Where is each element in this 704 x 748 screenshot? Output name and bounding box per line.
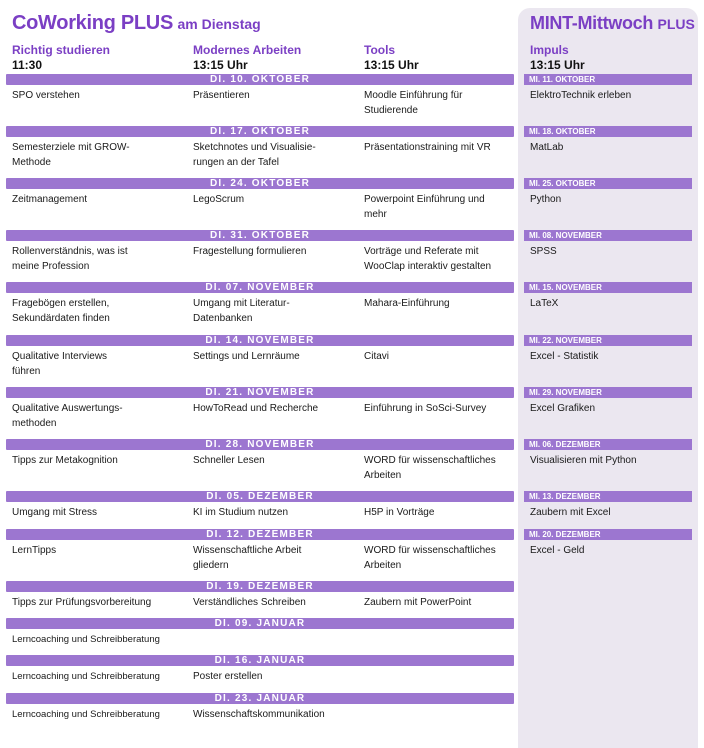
session-richtig-studieren: Tipps zur Metakognition bbox=[12, 455, 118, 466]
session-richtig-studieren: Rollenverständnis, was ist meine Profession bbox=[12, 246, 128, 272]
impuls-topic: Zaubern mit Excel bbox=[530, 507, 611, 518]
session-modernes-arbeiten: Fragestellung formulieren bbox=[193, 246, 307, 257]
date-bar: DI. 21. NOVEMBER bbox=[6, 387, 514, 398]
date-bar: MI. 25. OKTOBER bbox=[524, 178, 692, 189]
date-bar: MI. 08. NOVEMBER bbox=[524, 230, 692, 241]
impuls-topic: Excel - Geld bbox=[530, 545, 585, 556]
session-richtig-studieren: Lerncoaching und Schreibberatung bbox=[12, 709, 160, 720]
column-header-tools bbox=[364, 43, 419, 73]
session-richtig-studieren: Semesterziele mit GROW-Methode bbox=[12, 142, 130, 168]
session-tools: Präsentationstraining mit VR bbox=[364, 142, 491, 153]
session-modernes-arbeiten: KI im Studium nutzen bbox=[193, 507, 289, 518]
session-richtig-studieren: Fragebögen erstellen, Sekundärdaten finden bbox=[12, 298, 110, 324]
session-modernes-arbeiten: Wissenschaftskommunikation bbox=[193, 709, 325, 720]
session-modernes-arbeiten: Poster erstellen bbox=[193, 671, 263, 682]
session-modernes-arbeiten: HowToRead und Recherche bbox=[193, 403, 319, 414]
session-modernes-arbeiten: Schneller Lesen bbox=[193, 455, 265, 466]
impuls-topic: Python bbox=[530, 194, 562, 205]
session-tools: Powerpoint Einführung und mehr bbox=[364, 194, 485, 220]
impuls-topic: SPSS bbox=[530, 246, 557, 257]
column-time: 13:15 Uhr bbox=[193, 58, 248, 72]
session-tools: Moodle Einführung für Studierende bbox=[364, 90, 463, 116]
date-bar: DI. 12. DEZEMBER bbox=[6, 529, 514, 540]
date-bar: DI. 10. OKTOBER bbox=[6, 74, 514, 85]
session-richtig-studieren: Tipps zur Prüfungsvorbereitung bbox=[12, 597, 152, 608]
session-richtig-studieren: Zeitmanagement bbox=[12, 194, 88, 205]
date-bar: DI. 31. OKTOBER bbox=[6, 230, 514, 241]
column-header-modernes-arbeiten bbox=[193, 43, 301, 73]
session-tools: Einführung in SoSci-Survey bbox=[364, 403, 487, 414]
session-tools: WORD für wissenschaftliches Arbeiten bbox=[364, 455, 496, 481]
session-richtig-studieren: Lerncoaching und Schreibberatung bbox=[12, 671, 160, 682]
session-richtig-studieren: SPO verstehen bbox=[12, 90, 80, 101]
column-name: Modernes Arbeiten bbox=[193, 43, 302, 57]
date-bar: MI. 13. DEZEMBER bbox=[524, 491, 692, 502]
date-bar: MI. 15. NOVEMBER bbox=[524, 282, 692, 293]
date-bar: MI. 22. NOVEMBER bbox=[524, 335, 692, 346]
mint-title-main: MINT-Mittwoch bbox=[530, 13, 654, 33]
session-modernes-arbeiten: Sketchnotes und Visualisie-rungen an der Tafel bbox=[193, 142, 316, 168]
column-name: Richtig studieren bbox=[12, 43, 111, 57]
session-tools: H5P in Vorträge bbox=[364, 507, 435, 518]
date-bar: DI. 05. DEZEMBER bbox=[6, 491, 514, 502]
session-modernes-arbeiten: Präsentieren bbox=[193, 90, 250, 101]
impuls-topic: ElektroTechnik erleben bbox=[530, 90, 632, 101]
session-richtig-studieren: Lerncoaching und Schreibberatung bbox=[12, 634, 160, 645]
date-bar: DI. 16. JANUAR bbox=[6, 655, 514, 666]
date-bar: DI. 19. DEZEMBER bbox=[6, 581, 514, 592]
session-modernes-arbeiten: Verständliches Schreiben bbox=[193, 597, 306, 608]
date-bar: DI. 07. NOVEMBER bbox=[6, 282, 514, 293]
mint-mittwoch-panel bbox=[518, 8, 698, 748]
column-time: 13:15 Uhr bbox=[530, 58, 585, 72]
session-richtig-studieren: Umgang mit Stress bbox=[12, 507, 98, 518]
date-bar: DI. 17. OKTOBER bbox=[6, 126, 514, 137]
column-header-impuls bbox=[530, 43, 585, 73]
impuls-topic: LaTeX bbox=[530, 298, 559, 309]
coworking-title bbox=[12, 12, 261, 35]
session-tools: Citavi bbox=[364, 351, 390, 362]
date-bar: MI. 11. OKTOBER bbox=[524, 74, 692, 85]
coworking-title-main: CoWorking PLUS bbox=[12, 12, 173, 34]
session-modernes-arbeiten: LegoScrum bbox=[193, 194, 245, 205]
session-modernes-arbeiten: Wissenschaftliche Arbeit gliedern bbox=[193, 545, 302, 571]
date-bar: DI. 14. NOVEMBER bbox=[6, 335, 514, 346]
column-name: Tools bbox=[364, 43, 396, 57]
session-richtig-studieren: Qualitative Auswertungs-methoden bbox=[12, 403, 123, 429]
column-time: 11:30 bbox=[12, 58, 43, 72]
session-tools: WORD für wissenschaftliches Arbeiten bbox=[364, 545, 496, 571]
date-bar: DI. 24. OKTOBER bbox=[6, 178, 514, 189]
impuls-topic: Visualisieren mit Python bbox=[530, 455, 637, 466]
session-tools: Zaubern mit PowerPoint bbox=[364, 597, 472, 608]
date-bar: MI. 18. OKTOBER bbox=[524, 126, 692, 137]
session-richtig-studieren: LernTipps bbox=[12, 545, 57, 556]
mint-title bbox=[530, 13, 695, 34]
session-modernes-arbeiten: Settings und Lernräume bbox=[193, 351, 300, 362]
session-richtig-studieren: Qualitative Interviews führen bbox=[12, 351, 108, 377]
impuls-topic: MatLab bbox=[530, 142, 564, 153]
date-bar: MI. 29. NOVEMBER bbox=[524, 387, 692, 398]
date-bar: DI. 23. JANUAR bbox=[6, 693, 514, 704]
session-tools: Vorträge und Referate mit WooClap interaktiv gestalten bbox=[364, 246, 492, 272]
column-name: Impuls bbox=[530, 43, 569, 57]
date-bar: MI. 06. DEZEMBER bbox=[524, 439, 692, 450]
session-modernes-arbeiten: Umgang mit Literatur-Datenbanken bbox=[193, 298, 290, 324]
impuls-topic: Excel - Statistik bbox=[530, 351, 599, 362]
column-header-richtig-studieren bbox=[12, 43, 110, 73]
date-bar: DI. 09. JANUAR bbox=[6, 618, 514, 629]
coworking-title-sub: am Dienstag bbox=[177, 16, 261, 32]
column-time: 13:15 Uhr bbox=[364, 58, 419, 72]
date-bar: DI. 28. NOVEMBER bbox=[6, 439, 514, 450]
session-tools: Mahara-Einführung bbox=[364, 298, 450, 309]
impuls-topic: Excel Grafiken bbox=[530, 403, 596, 414]
mint-title-sub: PLUS bbox=[657, 16, 695, 32]
date-bar: MI. 20. DEZEMBER bbox=[524, 529, 692, 540]
